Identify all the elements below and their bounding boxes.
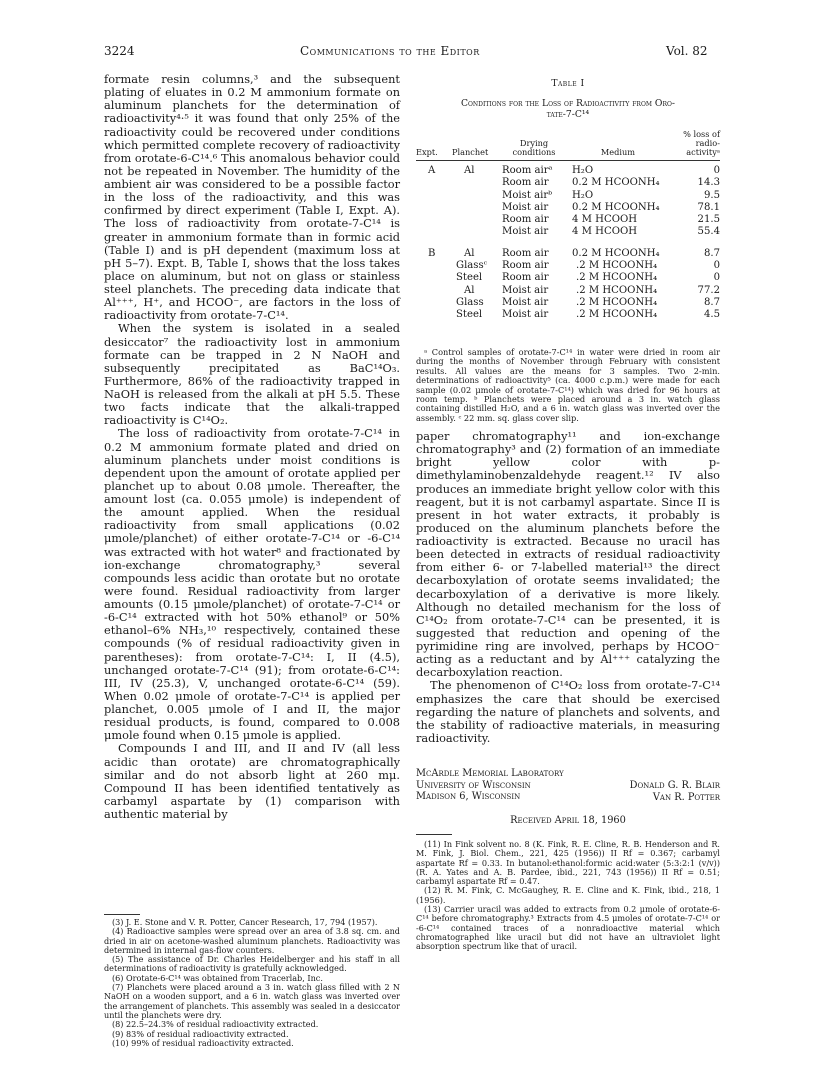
cell-medium: 0.2 M HCOONH₄ xyxy=(572,177,660,189)
cell-planchet xyxy=(452,226,502,238)
table-row xyxy=(416,260,720,272)
cell-expt: A xyxy=(428,165,436,176)
cell-planchet: Glass xyxy=(456,296,484,308)
cell-drying: Room air xyxy=(502,272,549,284)
cell-drying: Moist air xyxy=(502,284,549,296)
footnote: (11) In Fink solvent no. 8 (K. Fink, R. E. Cline, R. B. Henderson and R. M. Fink, J. Biol. Chem., 221, 425 (1956)) II Rf = 0.367; carbamyl aspartate Rf = 0.33. In butanol:ethanol:formic acid:water (5:3:2:1 (v/v)) (R. A. Yates and A. B. Pardee, ibid., 221, 743 (1956)) II Rf = 0.51; carbamyl aspartate Rf = 0.47. xyxy=(416,839,720,887)
cell-expt xyxy=(416,260,452,272)
cell-expt: B xyxy=(428,247,436,259)
cell-planchet: Steel xyxy=(456,272,483,284)
cell-expt xyxy=(416,285,452,297)
footnote: (8) 22.5–24.3% of residual radioactivity extracted. xyxy=(112,1019,319,1030)
footnote: (13) Carrier uracil was added to extracts from 0.2 μmole of orotate-6-C¹⁴ before chromatography.³ Extracts from 4.5 μmoles of orotate-7-C¹⁴ or -6-C¹⁴ contained traces of a nonradioactive material which chromatographed like uracil but did not have an ultraviolet light absorption spectrum like that of uracil. xyxy=(416,904,720,952)
cell-medium: .2 M HCOONH₄ xyxy=(576,309,658,321)
cell-expt xyxy=(416,177,452,189)
footnote-rule xyxy=(416,834,452,835)
paragraph: The phenomenon of C¹⁴O₂ loss from orotate-7-C¹⁴ emphasizes the care that should be exercised regarding the nature of planchets and solvents, and the stability of radioactive materials, in measuring radioactivity. xyxy=(416,678,720,745)
paragraph: paper chromatography¹¹ and ion-exchange chromatography³ and (2) formation of an immediate bright yellow color with p-dimethylaminobenzaldehyde reagent.¹² IV also produces an immediate bright yellow color with this reagent, but it is not carbamyl aspartate. Since II is present in hot water extracts, it probably is produced on the aluminum planchets before the radioactivity is extracted. Because no uracil has been detected in extracts of residual radioactivity from either 6- or 7-labelled material¹³ the direct decarboxylation of orotate seems invalidated; the decarboxylation of a derivative is more likely. Although no detailed mechanism for the loss of C¹⁴O₂ from orotate-7-C¹⁴ can be presented, it is suggested that reduction and opening of the pyrimidine ring are involved, perhaps by HCOO⁻ acting as a reductant and by Al⁺⁺⁺ catalyzing the decarboxylation reaction. xyxy=(416,429,720,680)
footnote: (12) R. M. Fink, C. McGaughey, R. E. Cline and K. Fink, ibid., 218, 1 (1956). xyxy=(416,885,720,905)
cell-drying: Moist air xyxy=(502,226,549,238)
table-row xyxy=(416,272,720,284)
column-header-line: Drying xyxy=(519,138,549,148)
footnote: (5) The assistance of Dr. Charles Heidelberger and his staff in all determinations of radioactivity is gratefully acknowledged. xyxy=(104,954,400,974)
cell-drying: Room air xyxy=(502,260,549,272)
footnote: (4) Radioactive samples were spread over an area of 3.8 sq. cm. and dried in air on acetone-washed aluminum planchets. Radioactivity was determined in internal gas-flow counters. xyxy=(104,926,400,955)
affiliation-line: McArdle Memorial Laboratory xyxy=(416,768,564,779)
table-row xyxy=(416,248,720,260)
cell-loss: 4.5 xyxy=(703,309,720,321)
authors xyxy=(606,780,720,803)
cell-drying: Room air xyxy=(502,247,549,259)
column-header: Planchet xyxy=(452,147,489,157)
table-label: Table I xyxy=(551,78,585,89)
cell-medium: 4 M HCOOH xyxy=(572,226,638,238)
cell-planchet xyxy=(452,190,502,202)
cell-planchet: Al xyxy=(464,284,475,296)
cell-loss: 14.3 xyxy=(697,177,720,189)
right-footnotes xyxy=(416,840,720,952)
cell-planchet xyxy=(452,214,502,226)
cell-drying: Moist airᵇ xyxy=(502,189,553,201)
column-header-line: conditions xyxy=(512,147,556,157)
table-caption-line: tate-7-C¹⁴ xyxy=(546,109,590,120)
cell-loss: 0 xyxy=(713,165,720,176)
table-row xyxy=(416,214,720,226)
footnote-rule xyxy=(104,914,140,915)
table-row xyxy=(416,297,720,309)
footnote: (10) 99% of residual radioactivity extracted. xyxy=(112,1037,294,1048)
cell-loss: 8.7 xyxy=(703,247,720,259)
cell-planchet: Glassᶜ xyxy=(456,260,488,272)
page-number: 3224 xyxy=(104,44,135,58)
paragraph: formate resin columns,³ and the subsequent plating of eluates in 0.2 M ammonium formate on aluminum planchets for the determination of radioactivity⁴·⁵ it was found that only 25% of the radioactivity could be recovered under conditions which permitted complete recovery of radioactivity from orotate-6-C¹⁴.⁶ This anomalous behavior could not be repeated in November. The humidity of the ambient air was considered to be a possible factor in the loss of the radioactivity, and this was confirmed by direct experiment (Table I, Expt. A). The loss of radioactivity from orotate-7-C¹⁴ is greater in ammonium formate than in formic acid (Table I) and is pH dependent (maximum loss at pH 5–7). Expt. B, Table I, shows that the loss takes place on aluminum, but not on glass or stainless steel planchets. The preceding data indicate that Al⁺⁺⁺, H⁺, and HCOO⁻, are factors in the loss of radioactivity from orotate-7-C¹⁴. xyxy=(104,72,400,323)
cell-medium: .2 M HCOONH₄ xyxy=(576,296,658,308)
column-header: Medium xyxy=(600,147,636,157)
table-row xyxy=(416,165,720,177)
cell-drying: Room airᵃ xyxy=(502,165,553,176)
cell-loss: 55.4 xyxy=(697,226,720,238)
cell-planchet: Al xyxy=(464,247,475,259)
cell-expt xyxy=(416,297,452,309)
cell-planchet xyxy=(452,177,502,189)
cell-loss: 9.5 xyxy=(703,189,720,201)
affiliation xyxy=(416,768,564,803)
affiliation-line: University of Wisconsin xyxy=(416,779,531,791)
table-caption xyxy=(416,98,720,120)
table-caption-line: Conditions for the Loss of Radioactivity from Oro- xyxy=(460,98,676,109)
cell-medium: .2 M HCOONH₄ xyxy=(576,272,658,284)
cell-medium: .2 M HCOONH₄ xyxy=(576,260,658,272)
cell-loss: 8.7 xyxy=(703,296,720,308)
cell-expt xyxy=(416,202,452,214)
left-footnotes xyxy=(104,918,400,1048)
cell-drying: Moist air xyxy=(502,201,549,213)
table-header-row xyxy=(416,130,720,157)
cell-loss: 0 xyxy=(713,272,720,284)
right-column xyxy=(416,430,720,745)
table-row xyxy=(416,190,720,202)
cell-loss: 77.2 xyxy=(697,284,720,296)
column-header-line: activityᵃ xyxy=(686,147,720,157)
table-row xyxy=(416,202,720,214)
cell-medium: 0.2 M HCOONH₄ xyxy=(572,201,660,213)
cell-loss: 0 xyxy=(713,260,720,272)
cell-planchet: Al xyxy=(464,165,475,176)
footnote: (3) J. E. Stone and V. R. Potter, Cancer Research, 17, 794 (1957). xyxy=(112,917,378,927)
table-note: ᵃ Control samples of orotate-7-C¹⁴ in water were dried in room air during the months of November through February with consistent results. All values are the means for 3 samples. Two 2-min. determinations of radioactivity⁵ (ca. 4000 c.p.m.) were made for each sample (0.02 μmole of orotate-7-C¹⁴) which was dried for 96 hours at room temp. ᵇ Planchets were placed around a 3 in. watch glass containing distilled H₂O, and a 6 in. watch glass was inverted over the assembly. ᶜ 22 mm. sq. glass cover slip. xyxy=(416,347,720,423)
table-row xyxy=(416,285,720,297)
cell-medium: H₂O xyxy=(572,189,594,201)
cell-drying: Moist air xyxy=(502,296,549,308)
affiliation-line: Madison 6, Wisconsin xyxy=(416,791,521,803)
cell-loss: 21.5 xyxy=(697,214,720,226)
paragraph: When the system is isolated in a sealed desiccator⁷ the radioactivity lost in ammonium formate can be trapped in 2 N NaOH and subsequently precipitated as BaC¹⁴O₃. Furthermore, 86% of the radioactivity trapped in NaOH is released from the alkali at pH 5.5. These two facts indicate that the alkali-trapped radioactivity is C¹⁴O₂. xyxy=(104,321,400,428)
table-row xyxy=(416,177,720,189)
cell-medium: .2 M HCOONH₄ xyxy=(576,284,658,296)
author-name: Donald G. R. Blair xyxy=(629,780,720,791)
column-header xyxy=(502,130,566,157)
table-row xyxy=(416,226,720,238)
column-header-line: % loss of xyxy=(683,129,720,139)
table-1 xyxy=(416,130,720,322)
column-header-line: radio- xyxy=(695,138,720,148)
column-header: Expt. xyxy=(416,147,438,157)
cell-planchet: Steel xyxy=(456,309,483,321)
cell-drying: Room air xyxy=(502,177,549,189)
cell-planchet xyxy=(452,202,502,214)
volume-label: Vol. 82 xyxy=(666,44,708,58)
paragraph: The loss of radioactivity from orotate-7-C¹⁴ in 0.2 M ammonium formate plated and dried on aluminum planchets under moist conditions is dependent upon the amount of orotate applied per planchet up to about 0.08 μmole. Thereafter, the amount lost (ca. 0.055 μmole) is independent of the amount applied. When the residual radioactivity from small applications (0.02 μmole/planchet) of either orotate-7-C¹⁴ or -6-C¹⁴ was extracted with hot water⁸ and fractionated by ion-exchange chromatography,³ several compounds less acidic than orotate but no orotate were found. Residual radioactivity from larger amounts (0.15 μmole/planchet) of orotate-7-C¹⁴ or -6-C¹⁴ extracted with hot 50% ethanol⁹ or 50% ethanol–6% NH₃,¹⁰ respectively, contained these compounds (% of residual radioactivity given in parentheses): from orotate-7-C¹⁴: I, II (4.5), unchanged orotate-7-C¹⁴ (91); from orotate-6-C¹⁴: III, IV (25.3), V, unchanged orotate-6-C¹⁴ (59). When 0.02 μmole of orotate-7-C¹⁴ is applied per planchet, 0.005 μmole of I and II, the major residual products, is found, compared to 0.008 μmole found when 0.15 μmole is applied. xyxy=(104,426,400,743)
cell-drying: Room air xyxy=(502,214,549,226)
author-name: Van R. Potter xyxy=(652,791,720,803)
running-title: Communications to the Editor xyxy=(300,44,480,58)
footnote: (9) 83% of residual radioactivity extracted. xyxy=(112,1028,289,1039)
cell-medium: 0.2 M HCOONH₄ xyxy=(572,247,660,259)
footnote: (7) Planchets were placed around a 3 in. watch glass filled with 2 N NaOH on a wooden support, and a 6 in. watch glass was inverted over the arrangement of planchets. This assembly was sealed in a desiccator until the planchets were dry. xyxy=(104,982,400,1020)
cell-loss: 78.1 xyxy=(697,201,720,213)
cell-expt xyxy=(416,272,452,284)
column-header xyxy=(670,130,720,157)
cell-expt xyxy=(416,309,452,321)
table-row xyxy=(416,309,720,321)
cell-expt xyxy=(416,214,452,226)
footnote: (6) Orotate-6-C¹⁴ was obtained from Tracerlab, Inc. xyxy=(112,972,323,983)
cell-medium: 4 M HCOOH xyxy=(572,214,638,226)
paragraph: Compounds I and III, and II and IV (all less acidic than orotate) are chromatographically similar and do not absorb light at 260 mμ. Compound II has been identified tentatively as carbamyl aspartate by (1) comparison with authentic material by xyxy=(104,741,400,821)
cell-expt xyxy=(416,226,452,238)
cell-drying: Moist air xyxy=(502,309,549,321)
received-date: Received April 18, 1960 xyxy=(510,815,626,826)
table-notes xyxy=(416,348,720,423)
left-column xyxy=(104,73,400,821)
cell-medium: H₂O xyxy=(572,165,594,176)
cell-expt xyxy=(416,190,452,202)
